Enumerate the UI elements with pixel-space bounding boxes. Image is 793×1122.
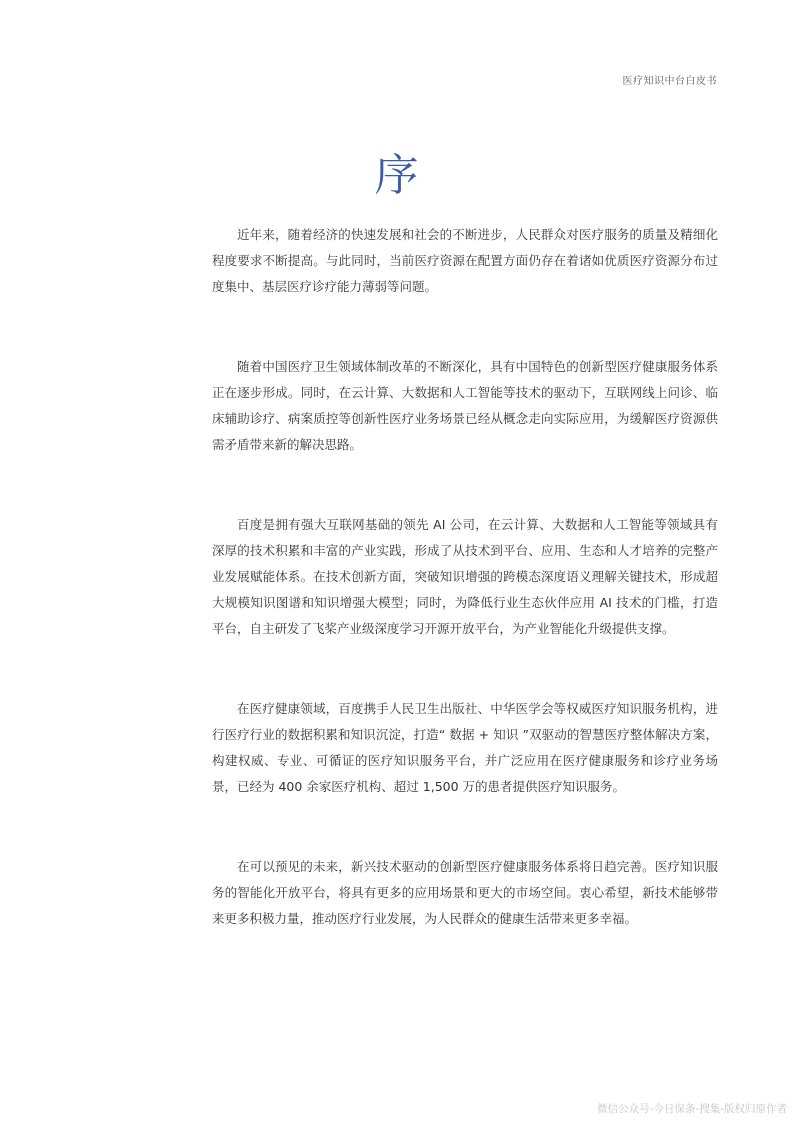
footer-watermark: 微信公众号-今日保条-搜集-版权归原作者 — [597, 1103, 787, 1115]
paragraph-5: 在可以预见的未来，新兴技术驱动的创新型医疗健康服务体系将日趋完善。医疗知识服务的智能化开放平台，将具有更多的应用场景和更大的市场空间。衷心希望，新技术能够带来更多积极力量，推动医疗行业发展，为人民群众的健康生活带来更多幸福。 — [212, 859, 718, 926]
page-title: 序 — [374, 150, 419, 201]
preface-body — [212, 222, 718, 986]
document-header-label: 医疗知识中台白皮书 — [622, 76, 717, 87]
paragraph-3: 百度是拥有强大互联网基础的领先 AI 公司，在云计算、大数据和人工智能等领域具有深厚的技术积累和丰富的产业实践，形成了从技术到平台、应用、生态和人才培养的完整产业发展赋能体系。在技术创新方面，突破知识增强的跨模态深度语义理解关键技术，形成超大规模知识图谱和知识增强大模型；同时，为降低行业生态伙伴应用 AI 技术的门槛，打造平台，自主研发了飞桨产业级深度学习开源开放平台，为产业智能化升级提供支撑。 — [212, 517, 718, 636]
paragraph-2: 随着中国医疗卫生领域体制改革的不断深化，具有中国特色的创新型医疗健康服务体系正在逐步形成。同时，在云计算、大数据和人工智能等技术的驱动下，互联网线上问诊、临床辅助诊疗、病案质控等创新性医疗业务场景已经从概念走向实际应用，为缓解医疗资源供需矛盾带来新的解决思路。 — [212, 359, 718, 452]
paragraph-1: 近年来，随着经济的快速发展和社会的不断进步，人民群众对医疗服务的质量及精细化程度要求不断提高。与此同时，当前医疗资源在配置方面仍存在着诸如优质医疗资源分布过度集中、基层医疗诊疗能力薄弱等问题。 — [212, 227, 718, 294]
paragraph-4: 在医疗健康领域，百度携手人民卫生出版社、中华医学会等权威医疗知识服务机构，进行医疗行业的数据积累和知识沉淀，打造“ 数据 + 知识 ”双驱动的智慧医疗整体解决方案，构建权威、专业、可循证的医疗知识服务平台，并广泛应用在医疗健康服务和诊疗业务场景，已经为 400 余家医疗机构、超过 1,500 万的患者提供医疗知识服务。 — [212, 701, 718, 794]
